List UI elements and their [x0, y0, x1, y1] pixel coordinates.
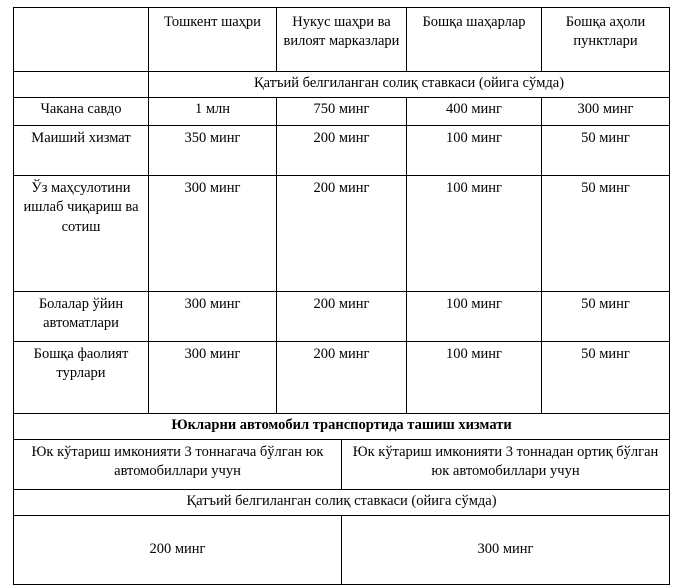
- cell-other-activity-tashkent: 300 минг: [149, 342, 277, 414]
- cell-other-activity-nukus: 200 минг: [277, 342, 407, 414]
- cell-own-production-nukus: 200 минг: [277, 176, 407, 292]
- header-cell-up-to-three-tons: Юк кўтариш имконияти 3 тоннагача бўлган юк автомобиллари учун: [14, 440, 342, 490]
- header-cell-other-cities: Бошқа шаҳарлар: [407, 8, 542, 72]
- table-row: [14, 342, 670, 414]
- cell-service-other-cities: 100 минг: [407, 126, 542, 176]
- header-cell-over-three-tons: Юк кўтариш имконияти 3 тоннадан ортиқ бўлган юк автомобиллари учун: [342, 440, 670, 490]
- table-row: [14, 126, 670, 176]
- cell-retail-nukus: 750 минг: [277, 98, 407, 126]
- cell-game-machines-other-cities: 100 минг: [407, 292, 542, 342]
- cell-retail-other-cities: 400 минг: [407, 98, 542, 126]
- header-cell-tashkent: Тошкент шаҳри: [149, 8, 277, 72]
- cell-other-activity-other-cities: 100 минг: [407, 342, 542, 414]
- row-label-household-service: Маиший хизмат: [14, 126, 149, 176]
- cell-own-production-other-settlements: 50 минг: [542, 176, 670, 292]
- cell-own-production-tashkent: 300 минг: [149, 176, 277, 292]
- freight-transport-table: [13, 413, 670, 585]
- cell-other-activity-other-settlements: 50 минг: [542, 342, 670, 414]
- row-label-retail-trade: Чакана савдо: [14, 98, 149, 126]
- transport-span-row-rate-caption: [14, 490, 670, 516]
- table-row: [14, 292, 670, 342]
- row-label-childrens-game-machines: Болалар ўйин автоматлари: [14, 292, 149, 342]
- cell-service-tashkent: 350 минг: [149, 126, 277, 176]
- span-row-blank-cell: [14, 72, 149, 98]
- table-span-row-rate-caption: [14, 72, 670, 98]
- header-cell-blank: [14, 8, 149, 72]
- cell-rate-over-three-tons: 300 минг: [342, 516, 670, 585]
- fixed-tax-rates-table: [13, 7, 670, 414]
- row-label-own-production-and-sale: Ўз маҳсулотини ишлаб чиқариш ва сотиш: [14, 176, 149, 292]
- cell-service-nukus: 200 минг: [277, 126, 407, 176]
- transport-header-row: [14, 440, 670, 490]
- transport-title-row: [14, 414, 670, 440]
- cell-own-production-other-cities: 100 минг: [407, 176, 542, 292]
- header-cell-nukus-regional-centers: Нукус шаҳри ва вилоят марказлари: [277, 8, 407, 72]
- cell-game-machines-tashkent: 300 минг: [149, 292, 277, 342]
- cell-service-other-settlements: 50 минг: [542, 126, 670, 176]
- span-row-rate-caption: Қатъий белгиланган солиқ ставкаси (ойига сўмда): [149, 72, 670, 98]
- table-row: [14, 98, 670, 126]
- table-row: [14, 516, 670, 585]
- cell-retail-tashkent: 1 млн: [149, 98, 277, 126]
- row-label-other-activity-types: Бошқа фаолият турлари: [14, 342, 149, 414]
- table-row: [14, 176, 670, 292]
- transport-table-title: Юкларни автомобил транспортида ташиш хизмати: [14, 414, 670, 440]
- cell-game-machines-other-settlements: 50 минг: [542, 292, 670, 342]
- header-cell-other-settlements: Бошқа аҳоли пунктлари: [542, 8, 670, 72]
- cell-game-machines-nukus: 200 минг: [277, 292, 407, 342]
- table-header-row: [14, 8, 670, 72]
- transport-span-rate-caption: Қатъий белгиланган солиқ ставкаси (ойига сўмда): [14, 490, 670, 516]
- cell-rate-up-to-three-tons: 200 минг: [14, 516, 342, 585]
- cell-retail-other-settlements: 300 минг: [542, 98, 670, 126]
